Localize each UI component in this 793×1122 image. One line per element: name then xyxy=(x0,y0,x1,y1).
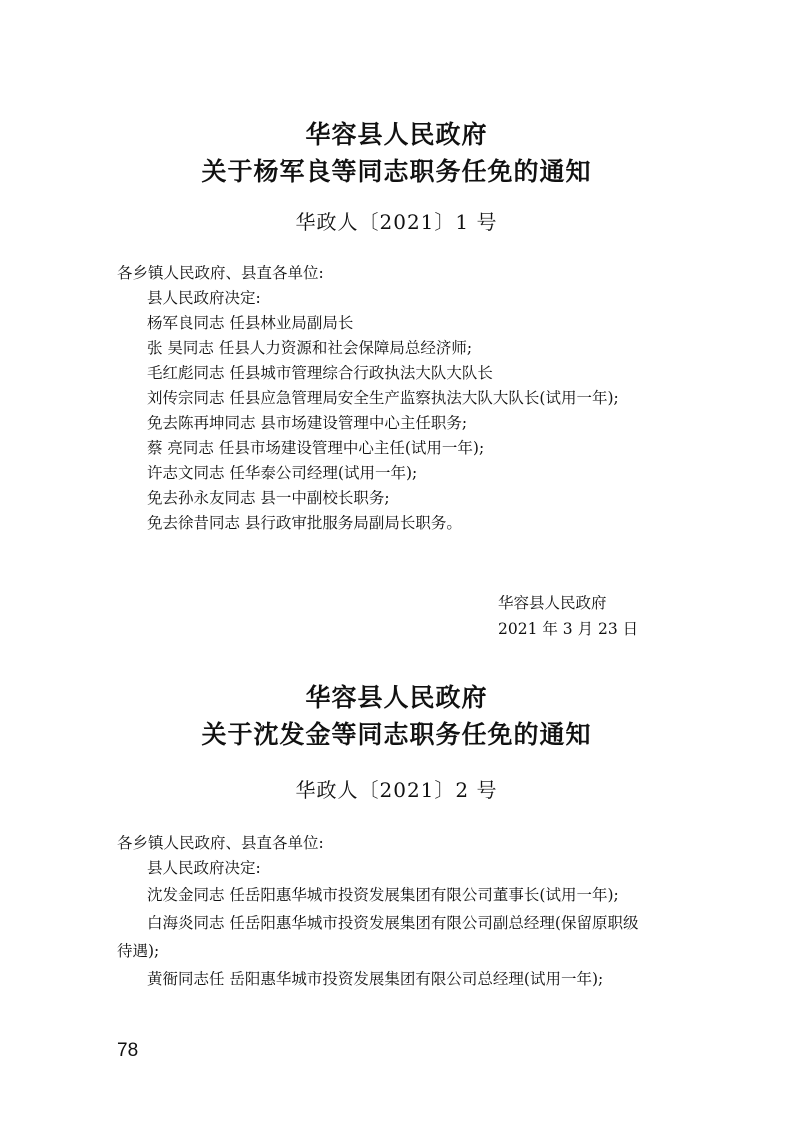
notice-2-item: 白海炎同志 任岳阳惠华城市投资发展集团有限公司副总经理(保留原职级 xyxy=(147,914,639,932)
notice-1-title-line2: 关于杨军良等同志职务任免的通知 xyxy=(201,157,592,186)
notice-1-doc-number: 华政人〔2021〕1 号 xyxy=(295,210,498,234)
notice-2-title-line1: 华容县人民政府 xyxy=(305,683,488,712)
notice-1-item: 张 昊同志 任县人力资源和社会保障局总经济师; xyxy=(147,339,473,357)
notice-1-item: 免去孙永友同志 县一中副校长职务; xyxy=(147,489,390,507)
notice-1-item: 杨军良同志 任县林业局副局长 xyxy=(147,314,354,332)
notice-1-item: 毛红彪同志 任县城市管理综合行政执法大队大队长 xyxy=(147,364,493,382)
page-number: 78 xyxy=(117,1040,139,1061)
notice-1-item: 免去徐昔同志 县行政审批服务局副局长职务。 xyxy=(147,514,462,532)
notice-1-item: 免去陈再坤同志 县市场建设管理中心主任职务; xyxy=(147,414,468,432)
notice-2-item-continuation: 待遇); xyxy=(117,942,160,960)
notice-1-item: 蔡 亮同志 任县市场建设管理中心主任(试用一年); xyxy=(147,439,485,457)
notice-2-title-line2: 关于沈发金等同志职务任免的通知 xyxy=(201,720,592,749)
notice-2-item: 沈发金同志 任岳阳惠华城市投资发展集团有限公司董事长(试用一年); xyxy=(147,886,619,904)
notice-1-date: 2021 年 3 月 23 日 xyxy=(498,620,639,638)
notice-2-item: 黄衙同志任 岳阳惠华城市投资发展集团有限公司总经理(试用一年); xyxy=(147,970,604,988)
notice-1-signer: 华容县人民政府 xyxy=(498,594,607,612)
notice-1-item: 刘传宗同志 任县应急管理局安全生产监察执法大队大队长(试用一年); xyxy=(147,389,619,407)
notice-1-title-line1: 华容县人民政府 xyxy=(305,120,488,149)
notice-1-item: 许志文同志 任华泰公司经理(试用一年); xyxy=(147,464,418,482)
notice-2-salutation: 各乡镇人民政府、县直各单位: xyxy=(117,834,324,852)
notice-2-lead: 县人民政府决定: xyxy=(147,859,261,877)
notice-1-lead: 县人民政府决定: xyxy=(147,289,261,307)
notice-1-salutation: 各乡镇人民政府、县直各单位: xyxy=(117,264,324,282)
notice-2-doc-number: 华政人〔2021〕2 号 xyxy=(295,778,498,802)
